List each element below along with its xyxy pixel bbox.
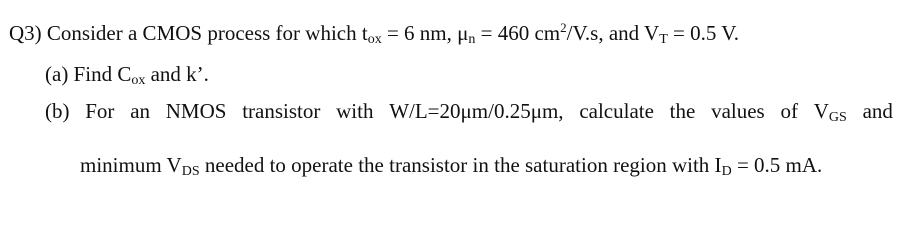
part-a-line <box>45 61 209 94</box>
question-text-part2: = 460 cm <box>475 21 561 45</box>
part-b-word: NMOS <box>165 99 227 123</box>
part-b-word: the <box>669 99 696 123</box>
cont-middle: needed to operate the transistor in the saturation region with I <box>199 153 722 177</box>
vt-subscript: T <box>659 32 668 47</box>
part-b-word: of <box>780 99 798 123</box>
question-text-prefix: Q3) Consider a CMOS process for which t <box>9 21 368 45</box>
part-b-word: and <box>862 99 893 123</box>
part-b-line <box>45 98 893 131</box>
part-a-prefix: (a) Find C <box>45 62 132 86</box>
cont-suffix: = 0.5 mA. <box>731 153 823 177</box>
question-text-part1: = 6 nm, μ <box>381 21 469 45</box>
part-b-word: values <box>711 99 765 123</box>
vgs-symbol <box>814 98 847 131</box>
vgs-main: V <box>813 99 829 123</box>
cont-prefix: minimum V <box>80 153 182 177</box>
part-b-word: transistor <box>242 99 321 123</box>
part-b-word: For <box>85 99 115 123</box>
question-line <box>9 15 739 53</box>
vgs-subscript: GS <box>828 110 847 125</box>
question-text-part3: /V.s, and V <box>566 21 660 45</box>
cox-subscript: ox <box>131 73 146 88</box>
part-b-word: W/L=20μm/0.25μm, <box>389 99 564 123</box>
part-b-word: an <box>130 99 151 123</box>
question-text-part4: = 0.5 V. <box>667 21 739 45</box>
part-b-word: calculate <box>579 99 654 123</box>
part-a-suffix: and k’. <box>145 62 209 86</box>
squared-superscript: 2 <box>560 20 567 35</box>
tox-subscript: ox <box>367 32 382 47</box>
id-subscript: D <box>721 164 732 179</box>
part-b-continuation <box>80 152 822 185</box>
part-b-word: with <box>336 99 374 123</box>
part-b-word: (b) <box>45 99 70 123</box>
vds-subscript: DS <box>181 164 200 179</box>
mu-subscript: n <box>468 32 476 47</box>
